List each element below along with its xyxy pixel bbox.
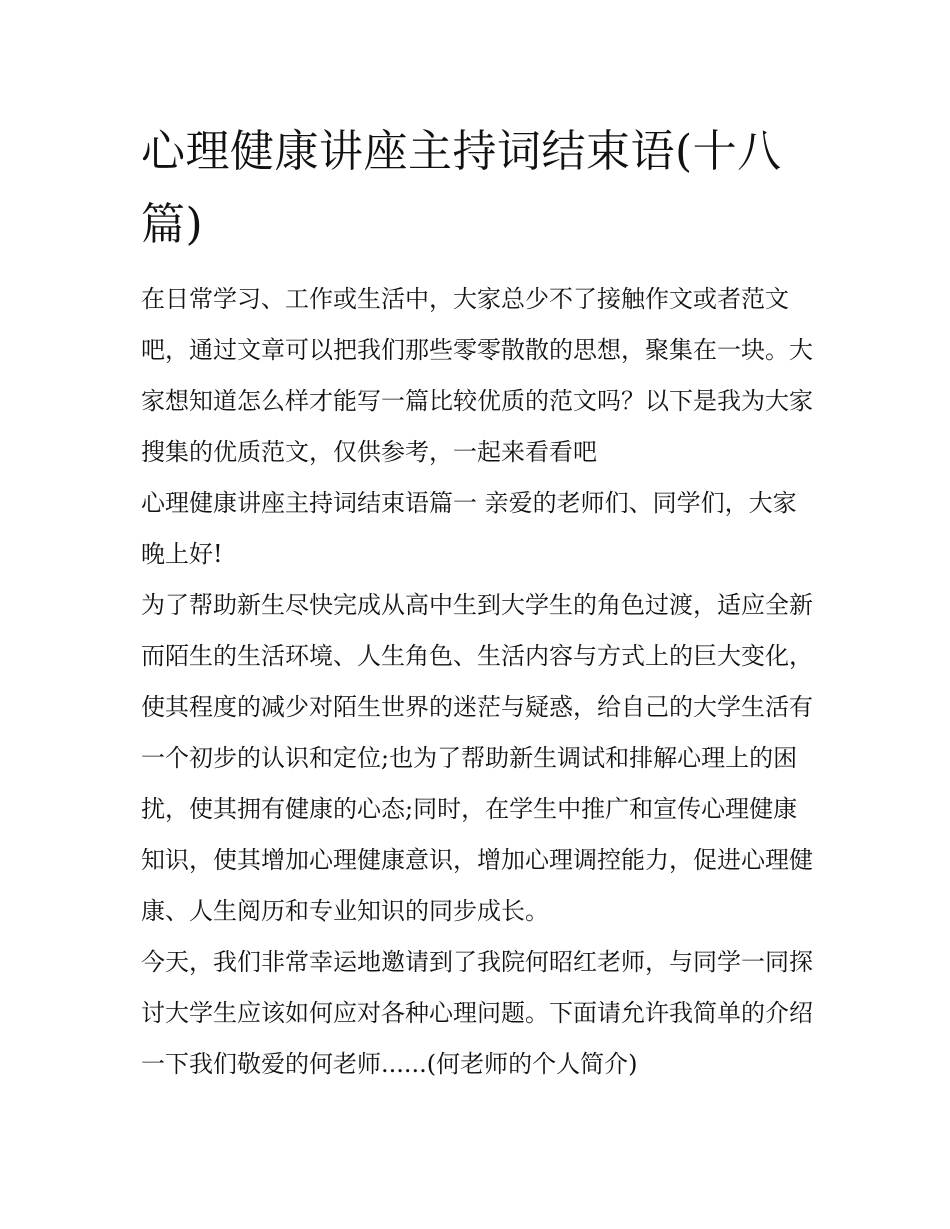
section-heading-paragraph: 心理健康讲座主持词结束语篇一 亲爱的老师们、同学们，大家晚上好!	[141, 489, 797, 568]
intro-paragraph: 在日常学习、工作或生活中，大家总少不了接触作文或者范文吧，通过文章可以把我们那些零零散散的思想，聚集在一块。大家想知道怎么样才能写一篇比较优质的范文吗？以下是我为大家搜集的优质范文，仅供参考，一起来看看吧	[141, 285, 813, 466]
body-paragraph: 为了帮助新生尽快完成从高中生到大学生的角色过渡，适应全新而陌生的生活环境、人生角色、生活内容与方式上的巨大变化，使其程度的减少对陌生世界的迷茫与疑惑，给自己的大学生活有一个初步的认识和定位;也为了帮助新生调试和排解心理上的困扰，使其拥有健康的心态;同时，在学生中推广和宣传心理健康知识，使其增加心理健康意识，增加心理调控能力，促进心理健康、人生阅历和专业知识的同步成长。	[141, 591, 813, 925]
document-body	[141, 115, 813, 1090]
body-paragraph: 今天，我们非常幸运地邀请到了我院何昭红老师，与同学一同探讨大学生应该如何应对各种心理问题。下面请允许我简单的介绍一下我们敬爱的何老师......(何老师的个人简介)	[141, 948, 813, 1078]
document-title: 心理健康讲座主持词结束语(十八篇)	[141, 126, 782, 250]
